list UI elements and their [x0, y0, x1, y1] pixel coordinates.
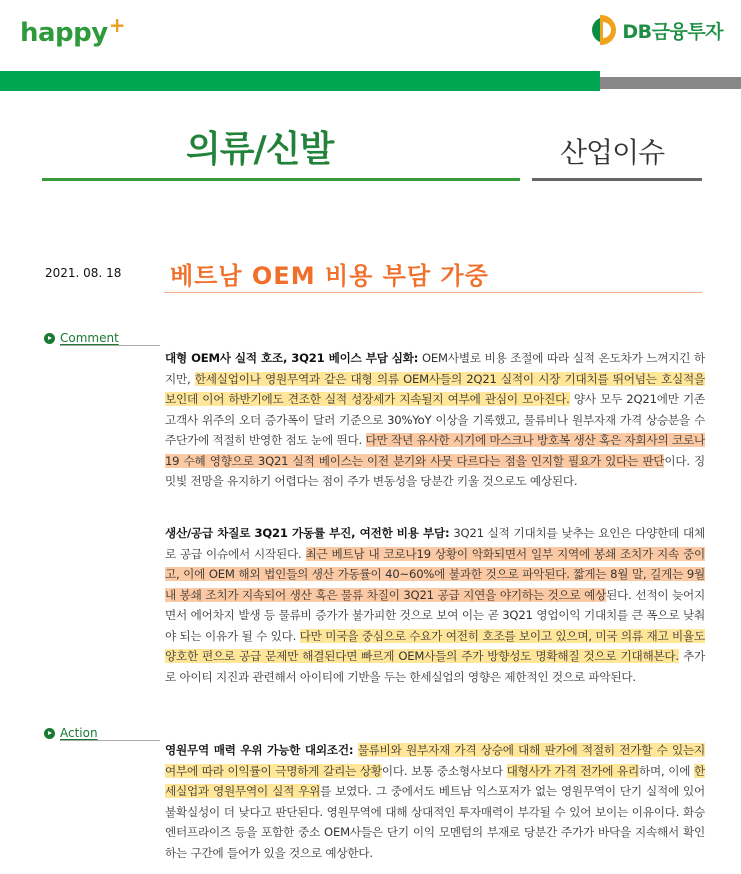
- comment-paragraph-2: [165, 523, 705, 687]
- paragraph-text: 양사 모두 2Q21에만 기존 고객사 위주의 오더 증가폭이 달러 기준으로 30%YoY 이상을 기록했고, 물류비나 원부자재 가격 상승분을 수주단가에 적절히 반영한 점도 눈에 띈다.: [165, 392, 705, 447]
- action-paragraph: [165, 740, 705, 863]
- paragraph-lead: 생산/공급 차질로 3Q21 가동률 부진, 여전한 비용 부담:: [165, 526, 450, 540]
- db-mark-icon: [592, 15, 618, 45]
- paragraph-text: 추가로 아이티 지진과 관련해서 아이티에 기반을 두는 한세실업의 영향은 제한적인 것으로 파악된다.: [165, 649, 705, 684]
- action-divider: [60, 740, 160, 741]
- highlighted-text: 한세실업이나 영원무역과 같은 대형 의류 OEM사들의 2Q21 실적이 시장 기대치를 뛰어넘는 호실적을 보인데 이어 하반기에도 견조한 실적 성장세가 지속될지 여부에 관심이 모아진다.: [165, 371, 705, 406]
- action-label-text: Action: [60, 726, 98, 740]
- sector-title: 의류/신발: [186, 129, 334, 170]
- paragraph-text: 이다. 징밋빛 전망을 유지하기 어렵다는 점이 주가 변동성을 당분간 키울 것으로도 예상된다.: [165, 453, 705, 488]
- happy-logo-text: happy: [20, 18, 108, 48]
- report-type-underline: [532, 178, 702, 181]
- header-band-green: [0, 71, 600, 91]
- highlighted-text: 물류비와 원부자재 가격 상승에 대해 판가에 적절히 전가할 수 있는지 여부에 따라 이익률이 극명하게 갈리는 상황: [165, 743, 705, 778]
- comment-label-text: Comment: [60, 331, 119, 345]
- paragraph-text: 된다. 선적이 늦어지면서 에어차지 발생 등 물류비 증가가 불가피한 것으로 보여 이는 곧 3Q21 영업이익 기대치를 큰 폭으로 낮춰야 되는 이유가 될 수 있다.: [165, 587, 705, 643]
- happy-logo-plus: +: [108, 13, 125, 37]
- comment-divider: [60, 345, 160, 346]
- paragraph-text: 하며, 이에: [638, 763, 694, 778]
- db-logo-text: DB금융투자: [622, 20, 723, 43]
- db-logo: [592, 15, 723, 45]
- paragraph-lead: 대형 OEM사 실적 호조, 3Q21 베이스 부담 심화:: [165, 351, 419, 365]
- highlighted-text: 다만 미국을 중심으로 수요가 여전히 호조를 보이고 있으며, 미국 의류 재고 비율도 양호한 편으로 공급 문제만 해결된다면 빠르게 OEM사들의 주가 방향성도 명확해질 것으로 기대해본다.: [165, 628, 705, 663]
- highlighted-text: 대형사가 가격 전가에 유리: [506, 763, 639, 778]
- highlighted-text: 다만 작년 유사한 시기에 마스크나 방호복 생산 혹은 자회사의 코로나19 수혜 영향으로 3Q21 실적 베이스는 이전 분기와 사뭇 다르다는 점을 인지할 필요가 있다는 판단: [165, 433, 705, 468]
- paragraph-text: 3Q21 실적 기대치를 낮추는 요인은 다양한데 대체로 공급 이슈에서 시작된다.: [165, 526, 705, 561]
- paragraph-lead: 영원무역 매력 우위 가능한 대외조건:: [165, 743, 354, 757]
- happy-plus-logo: [20, 13, 125, 48]
- comment-paragraph-1: [165, 348, 705, 492]
- report-type-title: 산업이슈: [560, 136, 665, 169]
- action-section-label: [44, 726, 98, 740]
- report-date: 2021. 08. 18: [45, 266, 122, 280]
- paragraph-text: 를 보였다. 그 중에서도 베트남 익스포저가 없는 영원무역이 단기 실적에 있어 불확실성이 더 낮다고 판단된다. 영원무역에 대해 상대적인 투자매력이 부각될 수 있어 보이는 이유이다. 화승엔터프라이즈 등을 포함한 중소 OEM사들은 단기 이익 모멘텀의 부재로 당분간 주가가 바닥을 지속해서 확인하는 구간에 들어가 있을 것으로 예상한다.: [165, 784, 706, 860]
- arrow-bullet-icon: [44, 728, 55, 739]
- paragraph-text: OEM사별로 비용 조절에 따라 실적 온도차가 느껴지긴 하지만,: [165, 351, 705, 386]
- headline: 베트남 OEM 비용 부담 가중: [170, 262, 489, 290]
- highlighted-text: 한세실업과 영원무역이 실적 우위: [165, 763, 705, 798]
- paragraph-text: 이다. 보통 중소형사보다: [381, 763, 507, 778]
- highlighted-text: 최근 베트남 내 코로나19 상황이 악화되면서 일부 지역에 봉쇄 조치가 지속 중이고, 이에 OEM 해외 법인들의 생산 가동률이 40~60%에 불과한 것으로 파악된다. 짧게는 8월 말, 길게는 9월 내 봉쇄 조치가 지속되어 생산 혹은 물류 차질이 3Q21 공급 지연을 야기하는 것으로 예상: [165, 546, 705, 602]
- sector-underline: [42, 178, 520, 181]
- header-band: [0, 71, 741, 91]
- arrow-bullet-icon: [44, 333, 55, 344]
- comment-section-label: [44, 331, 119, 345]
- headline-underline: [164, 292, 702, 293]
